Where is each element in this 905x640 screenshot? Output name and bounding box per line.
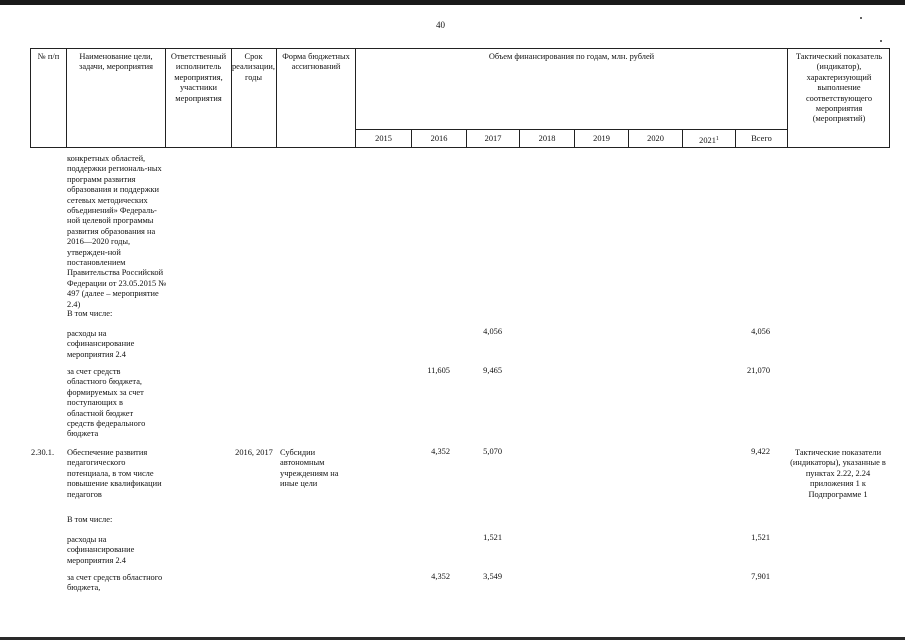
year-2021: 2021$^1$	[699, 136, 719, 145]
value-total: 4,056	[751, 327, 770, 336]
year-2017: 2017	[484, 134, 502, 143]
value-2017: 1,521	[483, 533, 502, 542]
footnote-mark: 1	[715, 136, 719, 142]
value-total: 9,422	[751, 447, 770, 456]
row-term: 2016, 2017	[235, 448, 273, 457]
value-2017: 9,465	[483, 366, 502, 375]
year-2020: 2020	[647, 134, 664, 143]
value-2016: 11,605	[427, 366, 450, 375]
page-number: 40	[436, 20, 445, 30]
value-2017: 3,549	[483, 572, 502, 581]
header-term: Срок реализации, годы	[231, 52, 276, 82]
header-name: Наименование цели, задачи, мероприятия	[79, 52, 153, 72]
row-name: за счет средств областного бюджета,	[67, 573, 163, 593]
value-total: 7,901	[751, 572, 770, 581]
header-form: Форма бюджетных ассигнований	[282, 52, 350, 72]
row-number: 2.30.1.	[31, 448, 55, 457]
row-name: В том числе:	[67, 309, 113, 318]
value-total: 21,070	[746, 366, 770, 375]
header-num: № п/п	[37, 52, 60, 61]
row-name: расходы на софинансирование мероприятия 2.4	[67, 535, 135, 565]
year-total: Всего	[751, 134, 772, 143]
row-name: Обеспечение развития педагогического потенциала, в том числе повышение квалификации педагогов	[67, 448, 162, 499]
year-2019: 2019	[593, 134, 610, 143]
scan-speck	[880, 40, 882, 42]
row-indicator: Тактические показатели (индикаторы), указанные в пунктах 2.22, 2.24 приложения 1 к Подпрограмме 1	[790, 448, 886, 499]
row-name: за счет средств областного бюджета, формируемых за счет поступающих в областной бюджет средств федерального бюджета	[67, 367, 146, 439]
row-name: В том числе:	[67, 515, 113, 524]
header-responsible: Ответственный исполнитель мероприятия, участники мероприятия	[170, 52, 227, 103]
value-2017: 4,056	[483, 327, 502, 336]
scan-top-edge	[0, 0, 905, 5]
header-indicator: Тактический показатель (индикатор), характеризующий выполнение соответствующего мероприятия (мероприятий)	[795, 52, 883, 124]
scan-speck	[860, 17, 862, 19]
year-2018: 2018	[538, 134, 556, 143]
value-2016: 4,352	[431, 572, 450, 581]
row-name: расходы на софинансирование мероприятия 2.4	[67, 329, 135, 359]
header-volume: Объем финансирования по годам, млн. рублей	[488, 52, 655, 61]
year-2016: 2016	[430, 134, 448, 143]
row-name: конкретных областей, поддержки региональ-ных программ развития образования и поддержки сетевых методических объединений» Федераль-ной целевой программы развития образования на 2016—2020 годы, утвержден-ной постановлением Правительства Российской Федерации от 23.05.2015 № 497 (далее – мероприятие 2.4)	[67, 154, 167, 309]
year-2015: 2015	[375, 134, 392, 143]
value-total: 1,521	[751, 533, 770, 542]
value-2016: 4,352	[431, 447, 450, 456]
row-form: Субсидии автономным учреждениям на иные цели	[280, 448, 339, 489]
value-2017: 5,070	[483, 447, 502, 456]
